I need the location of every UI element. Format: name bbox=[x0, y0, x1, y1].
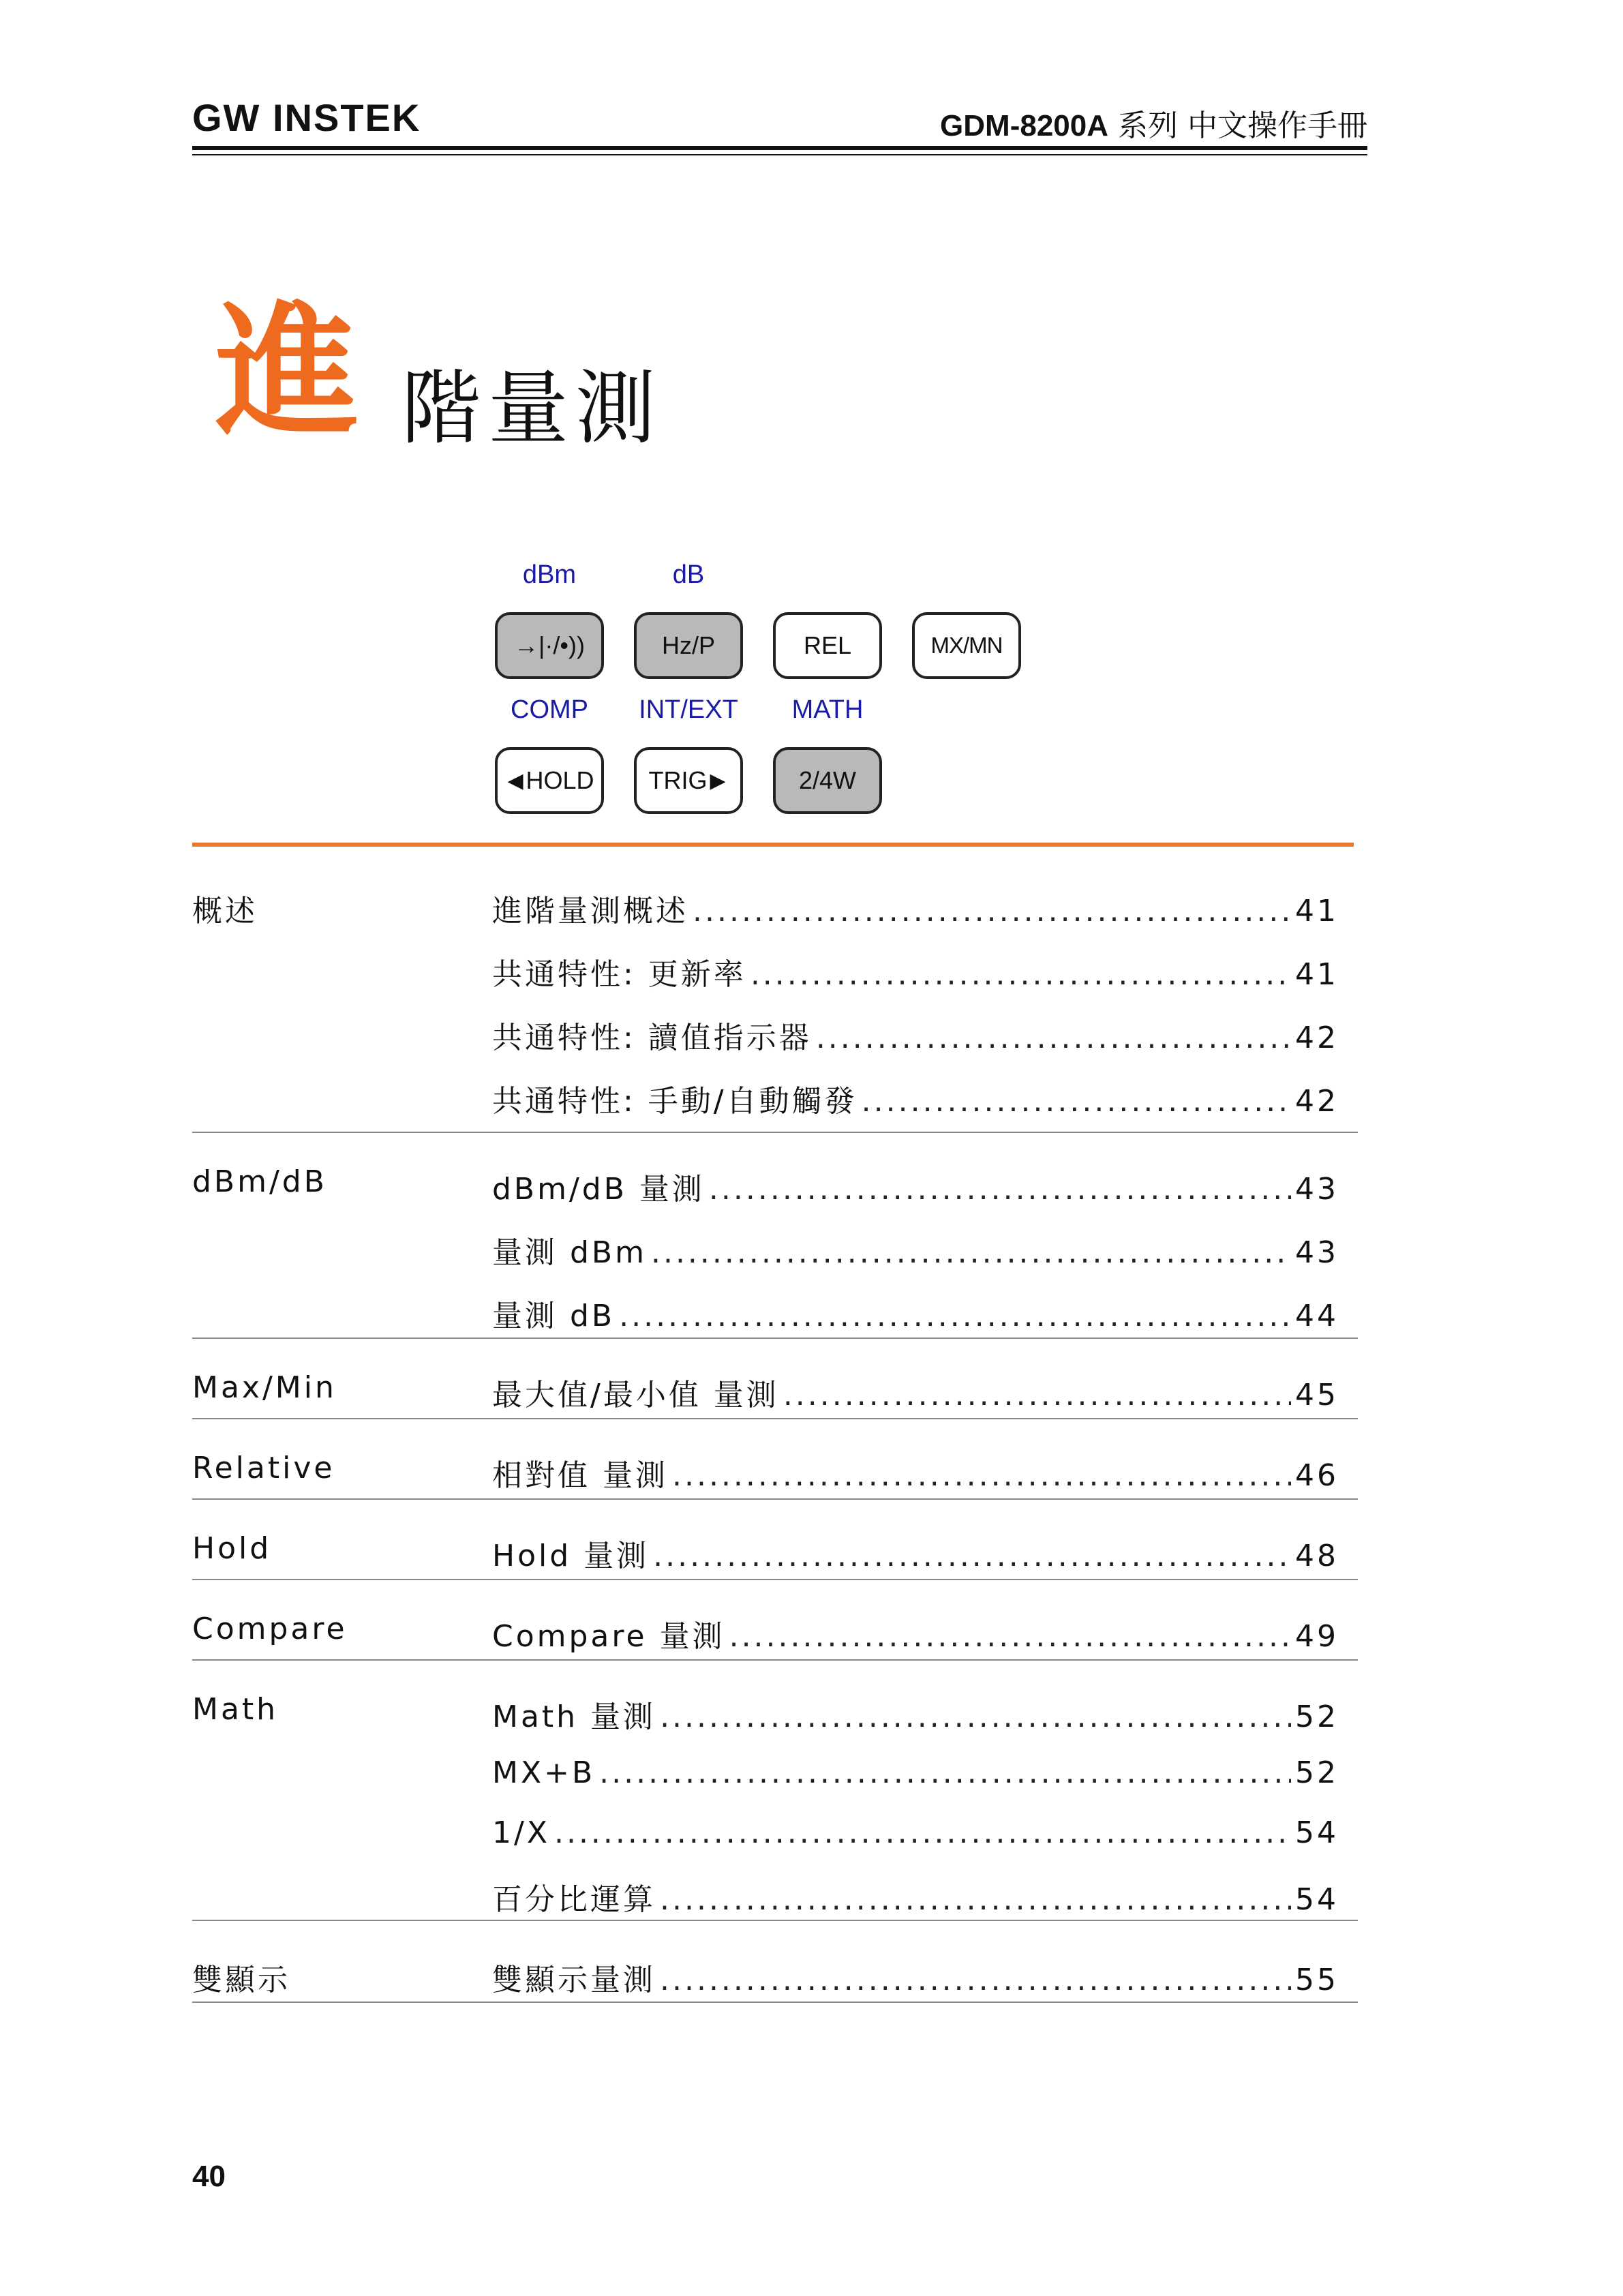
toc-leader bbox=[660, 1963, 1291, 1997]
toc-entry[interactable] bbox=[492, 1692, 1339, 1736]
toc-page-number: 52 bbox=[1295, 1755, 1339, 1790]
key-label-math: MATH bbox=[791, 695, 864, 724]
toc-page-number: 52 bbox=[1295, 1700, 1339, 1734]
header-rule-thin bbox=[192, 154, 1367, 155]
toc-entry[interactable] bbox=[492, 1815, 1339, 1850]
chapter-title-first-char: 進 bbox=[215, 287, 359, 455]
trig-key[interactable] bbox=[634, 747, 743, 814]
toc-leader bbox=[672, 1458, 1291, 1493]
key-label-int-ext: INT/EXT bbox=[639, 695, 738, 724]
toc-leader bbox=[750, 957, 1291, 992]
toc-page-number: 44 bbox=[1295, 1299, 1339, 1333]
toc-separator bbox=[192, 1920, 1358, 1921]
two-four-wire-key[interactable]: 2/4W bbox=[773, 747, 882, 814]
toc-separator bbox=[192, 1338, 1358, 1339]
chapter-title-rest: 階量測 bbox=[401, 361, 663, 455]
toc-section-label: Relative bbox=[192, 1451, 335, 1485]
toc-entry-text: 最大值/最小值 量測 bbox=[492, 1378, 779, 1413]
toc-leader bbox=[599, 1755, 1291, 1790]
toc-entry-text: 百分比運算 bbox=[492, 1882, 656, 1917]
toc-section-label: Max/Min bbox=[192, 1370, 337, 1405]
document-title-rest: 系列 中文操作手冊 bbox=[1108, 108, 1367, 143]
toc-entry[interactable] bbox=[492, 950, 1339, 993]
rel-key[interactable]: REL bbox=[773, 612, 882, 679]
toc-leader bbox=[862, 1084, 1291, 1119]
toc-entry-text: dBm/dB 量測 bbox=[492, 1172, 705, 1207]
toc-section-label: 雙顯示 bbox=[192, 1963, 290, 1997]
toc-leader bbox=[693, 894, 1291, 928]
section-divider bbox=[192, 843, 1354, 847]
document-title bbox=[940, 101, 1367, 145]
header-rule bbox=[192, 146, 1367, 150]
toc-section-label: Compare bbox=[192, 1612, 348, 1646]
right-triangle-icon: ▶ bbox=[710, 769, 726, 792]
toc-entry[interactable] bbox=[492, 1291, 1339, 1335]
toc-separator bbox=[192, 2002, 1358, 2003]
toc-entry[interactable] bbox=[492, 1955, 1339, 1999]
toc-page-number: 48 bbox=[1295, 1539, 1339, 1573]
left-triangle-icon: ◀ bbox=[507, 769, 524, 792]
brand-logo: GW INSTEK bbox=[192, 96, 421, 139]
toc-leader bbox=[783, 1378, 1291, 1413]
toc-entry-text: 進階量測概述 bbox=[492, 894, 688, 928]
key-label-dbm: dBm bbox=[522, 560, 577, 589]
key-label-comp: COMP bbox=[511, 695, 588, 724]
toc-entry[interactable] bbox=[492, 1612, 1339, 1655]
toc-page-number: 43 bbox=[1295, 1172, 1339, 1207]
toc-entry-text: 共通特性: 讀值指示器 bbox=[492, 1021, 812, 1055]
toc-entry[interactable] bbox=[492, 886, 1339, 930]
toc-entry-text: 雙顯示量測 bbox=[492, 1963, 656, 1997]
toc-separator bbox=[192, 1579, 1358, 1580]
toc-entry[interactable] bbox=[492, 1013, 1339, 1057]
toc-page-number: 43 bbox=[1295, 1235, 1339, 1270]
hz-period-key[interactable]: Hz/P bbox=[634, 612, 743, 679]
toc-leader bbox=[660, 1882, 1291, 1917]
toc-page-number: 54 bbox=[1295, 1882, 1339, 1917]
toc-page-number: 49 bbox=[1295, 1619, 1339, 1654]
toc-leader bbox=[554, 1815, 1291, 1850]
toc-entry-text: MX+B bbox=[492, 1755, 596, 1790]
toc-leader bbox=[653, 1539, 1291, 1573]
toc-leader bbox=[709, 1172, 1291, 1207]
toc-separator bbox=[192, 1498, 1358, 1500]
toc-entry-text: 量測 dB bbox=[492, 1299, 616, 1333]
toc-page-number: 41 bbox=[1295, 894, 1339, 928]
toc-entry-text: Math 量測 bbox=[492, 1700, 656, 1734]
toc-page-number: 46 bbox=[1295, 1458, 1339, 1493]
hold-key[interactable] bbox=[495, 747, 604, 814]
toc-leader bbox=[729, 1619, 1291, 1654]
toc-entry-text: Compare 量測 bbox=[492, 1619, 725, 1654]
hold-key-label: HOLD bbox=[526, 766, 594, 794]
toc-section-label: dBm/dB bbox=[192, 1164, 327, 1199]
toc-separator bbox=[192, 1418, 1358, 1419]
toc-section-label: Hold bbox=[192, 1531, 272, 1566]
key-label-db: dB bbox=[672, 560, 705, 589]
toc-page-number: 41 bbox=[1295, 957, 1339, 992]
toc-page-number: 45 bbox=[1295, 1378, 1339, 1413]
toc-entry[interactable] bbox=[492, 1164, 1339, 1208]
toc-entry-text: 相對值 量測 bbox=[492, 1458, 668, 1493]
toc-leader bbox=[619, 1299, 1291, 1333]
page-number: 40 bbox=[192, 2160, 226, 2193]
toc-entry[interactable] bbox=[492, 1451, 1339, 1494]
toc-entry-text: 1/X bbox=[492, 1815, 550, 1850]
toc-entry[interactable] bbox=[492, 1228, 1339, 1271]
toc-page-number: 54 bbox=[1295, 1815, 1339, 1850]
diode-continuity-key[interactable]: →|·/•)) bbox=[495, 612, 604, 679]
toc-entry-text: 量測 dBm bbox=[492, 1235, 647, 1270]
toc-page-number: 55 bbox=[1295, 1963, 1339, 1997]
toc-page-number: 42 bbox=[1295, 1084, 1339, 1119]
toc-entry[interactable] bbox=[492, 1370, 1339, 1414]
toc-entry-text: 共通特性: 手動/自動觸發 bbox=[492, 1084, 858, 1119]
toc-entry[interactable] bbox=[492, 1755, 1339, 1790]
toc-page-number: 42 bbox=[1295, 1021, 1339, 1055]
toc-entry[interactable] bbox=[492, 1076, 1339, 1120]
toc-separator bbox=[192, 1659, 1358, 1661]
max-min-key[interactable]: MX/MN bbox=[912, 612, 1021, 679]
toc-entry-text: 共通特性: 更新率 bbox=[492, 957, 746, 992]
toc-entry[interactable] bbox=[492, 1531, 1339, 1575]
toc-entry[interactable] bbox=[492, 1875, 1339, 1918]
toc-section-label: Math bbox=[192, 1692, 279, 1727]
toc-leader bbox=[651, 1235, 1291, 1270]
toc-separator bbox=[192, 1132, 1358, 1133]
trig-key-label: TRIG bbox=[648, 766, 708, 794]
toc-section-label: 概述 bbox=[192, 894, 258, 928]
toc-leader bbox=[660, 1700, 1291, 1734]
toc-entry-text: Hold 量測 bbox=[492, 1539, 650, 1573]
model-name: GDM-8200A bbox=[940, 109, 1109, 142]
toc-leader bbox=[816, 1021, 1291, 1055]
